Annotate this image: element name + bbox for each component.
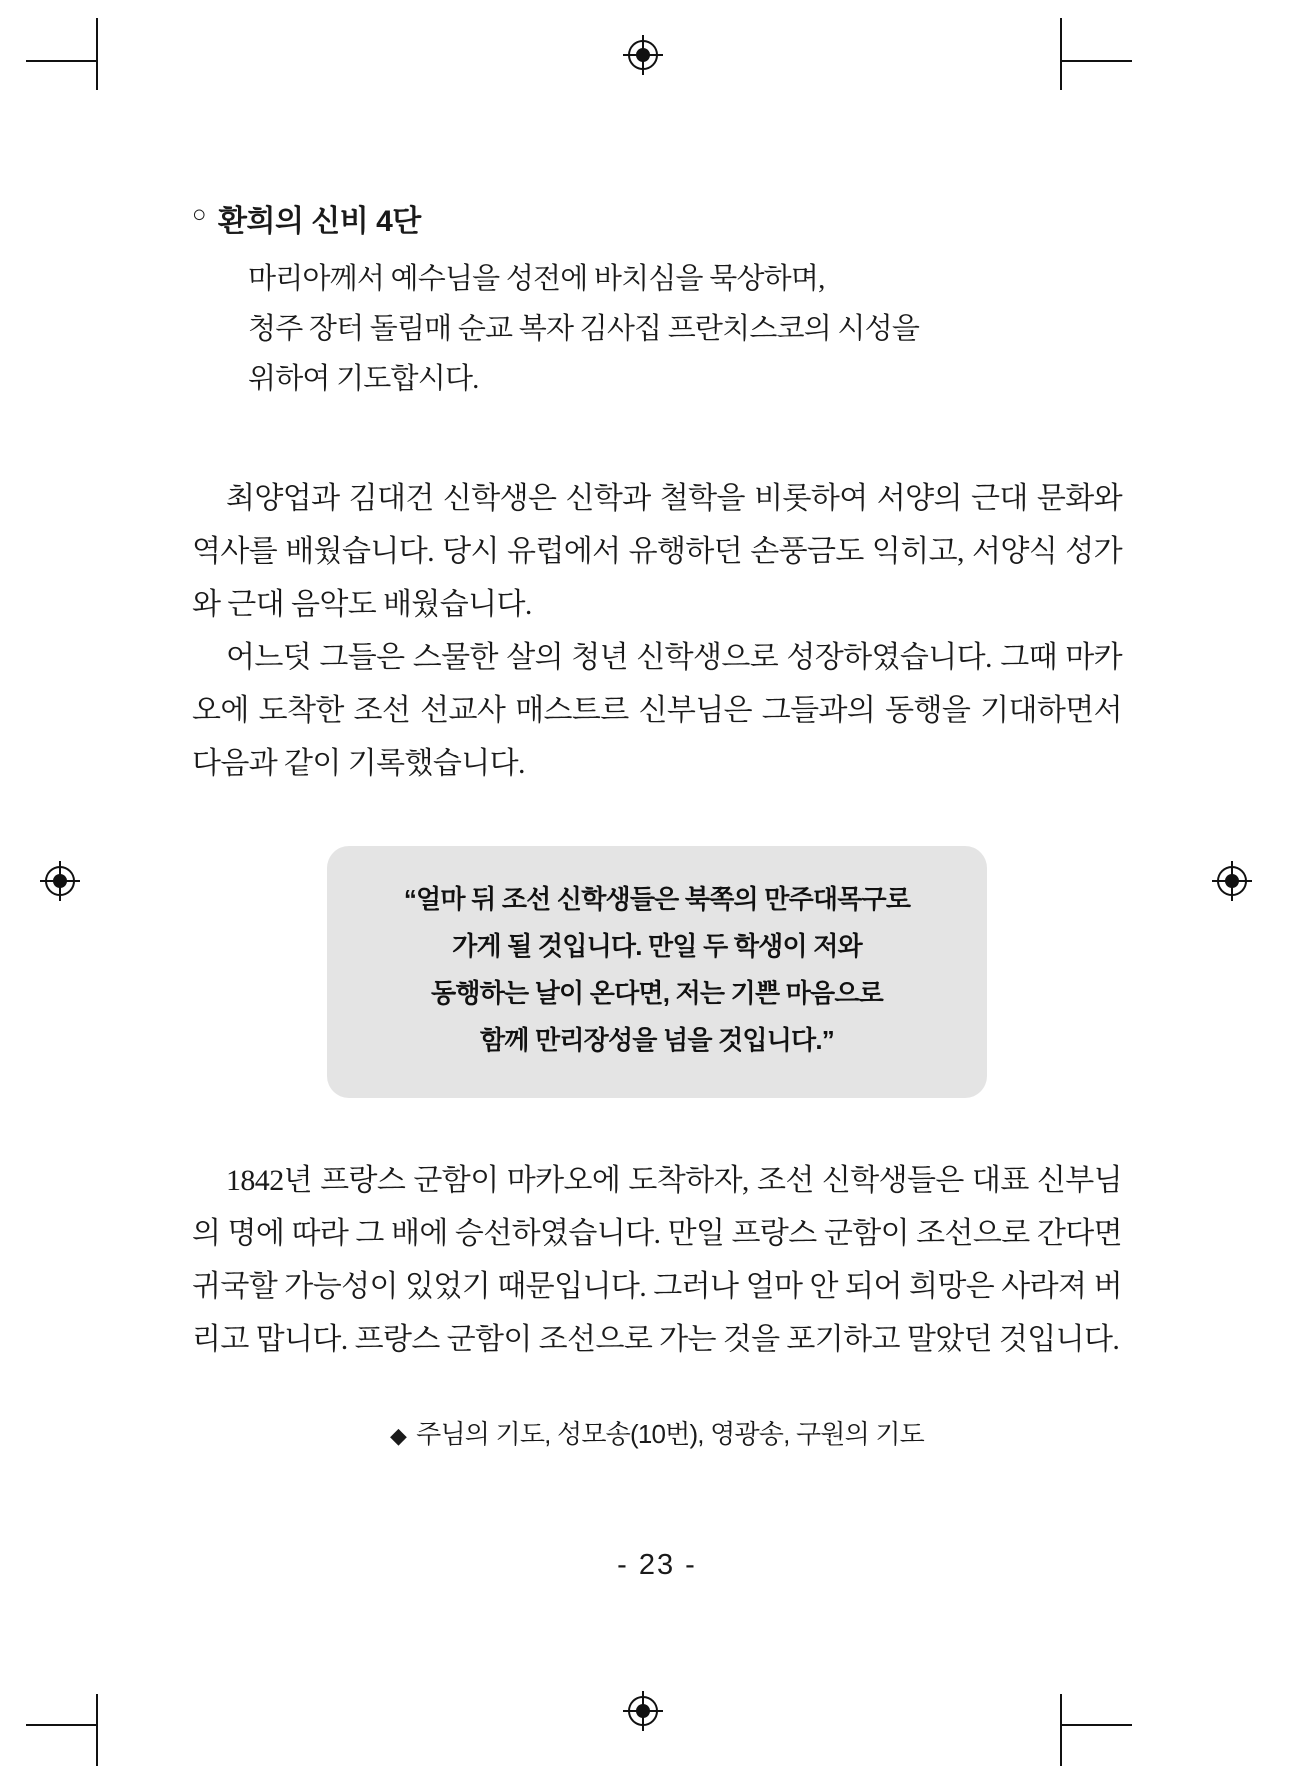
- body-paragraph: 최양업과 김대건 신학생은 신학과 철학을 비롯하여 서양의 근대 문화와 역사를 배웠습니다. 당시 유럽에서 유행하던 손풍금도 익히고, 서양식 성가와 근대 음악도 배웠습니다.: [192, 482, 1122, 621]
- registration-dot: [636, 48, 650, 62]
- intro-line: 위하여 기도합시다.: [248, 363, 479, 395]
- crop-mark-bottom-left-vertical: [96, 1694, 98, 1766]
- quote-line: 동행하는 날이 온다면, 저는 기쁜 마음으로: [431, 978, 883, 1008]
- prayer-line: [192, 1414, 1122, 1451]
- text-column: [192, 196, 1122, 1451]
- circle-bullet-icon: ○: [192, 201, 206, 228]
- registration-dot: [636, 1704, 650, 1718]
- quote-container: [192, 846, 1122, 1098]
- intro-line: 마리아께서 예수님을 성전에 바치심을 묵상하며,: [248, 263, 825, 295]
- spacer: [192, 1098, 1122, 1154]
- quote-line: 가게 될 것입니다. 만일 두 학생이 저와: [452, 931, 862, 961]
- crop-mark-top-right-vertical: [1060, 18, 1062, 90]
- quote-line: “얼마 뒤 조선 신학생들은 북쪽의 만주대목구로: [403, 884, 911, 914]
- registration-dot: [1225, 874, 1239, 888]
- registration-mark-right: [1217, 866, 1247, 896]
- crop-mark-top-left-horizontal: [26, 60, 98, 62]
- quote-line: 함께 만리장성을 넘을 것입니다.”: [479, 1025, 834, 1055]
- registration-dot: [53, 874, 67, 888]
- quote-box: [327, 846, 987, 1098]
- body-paragraph: 1842년 프랑스 군함이 마카오에 도착하자, 조선 신학생들은 대표 신부님의 명에 따라 그 배에 승선하였습니다. 만일 프랑스 군함이 조선으로 간다면 귀국할 가능성이 있었기 때문입니다. 그러나 얼마 안 되어 희망은 사라져 버리고 맙니다. 프랑스 군함이 조선으로 가는 것을 포기하고 말았던 것입니다.: [192, 1164, 1122, 1356]
- diamond-bullet-icon: ◆: [390, 1423, 407, 1448]
- body-paragraph: 어느덧 그들은 스물한 살의 청년 신학생으로 성장하였습니다. 그때 마카오에 도착한 조선 선교사 매스트르 신부님은 그들과의 동행을 기대하면서 다음과 같이 기록했습니다.: [192, 641, 1122, 780]
- registration-mark-top: [628, 40, 658, 70]
- crop-mark-top-right-horizontal: [1060, 60, 1132, 62]
- prayer-label: 주님의 기도, 성모송(10번), 영광송, 구원의 기도: [416, 1419, 924, 1449]
- section-heading-label: 환희의 신비 4단: [218, 205, 421, 238]
- crop-mark-bottom-right-vertical: [1060, 1694, 1062, 1766]
- crop-mark-bottom-left-horizontal: [26, 1724, 98, 1726]
- registration-mark-bottom: [628, 1696, 658, 1726]
- page-number: - 23 -: [617, 1549, 697, 1581]
- intro-line: 청주 장터 돌림매 순교 복자 김사집 프란치스코의 시성을: [248, 313, 920, 345]
- spacer: [192, 1366, 1122, 1414]
- spacer: [192, 790, 1122, 846]
- spacer: [192, 424, 1122, 472]
- section-heading: [192, 196, 1122, 240]
- crop-mark-bottom-right-horizontal: [1060, 1724, 1132, 1726]
- registration-mark-left: [45, 866, 75, 896]
- section-intro: [192, 254, 1122, 404]
- crop-mark-top-left-vertical: [96, 18, 98, 90]
